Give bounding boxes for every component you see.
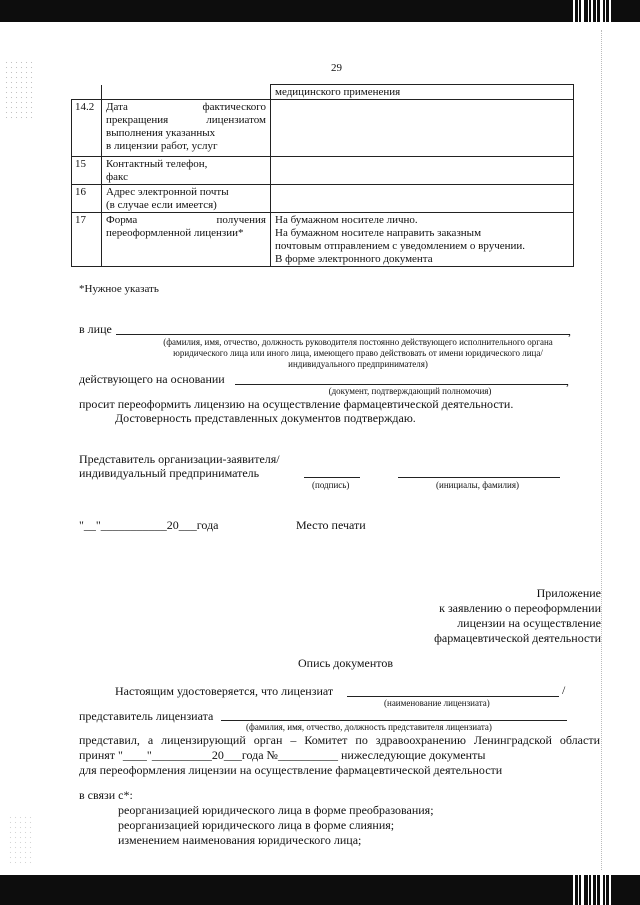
caption-line: (фамилия, имя, отчество, должность руководителя постоянно действующего исполнительного органа [163,337,553,347]
row-label-line: факс [106,171,128,183]
scan-top-bar [0,0,640,22]
signature-caption: (подпись) [312,480,350,490]
word: – [290,733,297,747]
note-footnote: *Нужное указать [79,283,159,295]
v-litse-line [116,334,570,335]
certify-text: Настоящим удостоверяется, что лицензиат [115,684,334,698]
request-text: просит переоформить лицензию на осуществление фармацевтической деятельности. [79,397,514,411]
v-svyazi: в связи с*: [79,788,133,802]
row-label-word: фактического [202,101,266,113]
row-label-line: выполнения указанных [106,127,216,139]
stamp-place: Место печати [296,518,366,532]
scan-noise [8,815,34,865]
row-label-line: переоформленной лицензии* [106,227,244,239]
osnovanie-label: действующего на основании [79,372,225,386]
list-item: реорганизацией юридического лица в форме слияния; [118,818,395,832]
date-line: "__"___________20___года [79,518,219,532]
row-label-word: лицензиатом [206,114,266,126]
presented-line2: принят "____"__________20___года №__________ нижеследующие документы [79,748,486,762]
row-label-word: получения [216,214,266,226]
form-table [71,84,574,267]
barcode-bottom [570,875,626,905]
word: области [559,733,600,747]
row-value [271,213,574,267]
presented-line3: для переоформления лицензии на осуществление фармацевтической деятельности [79,763,503,777]
appendix-line: фармацевтической деятельности [434,631,601,645]
table-cell-value: медицинского применения [271,85,574,100]
option-line: почтовым отправлением с уведомлением о вручении. [275,240,526,252]
name-caption: (инициалы, фамилия) [436,480,519,490]
appendix-line: к заявлению о переоформлении [439,601,601,615]
rep-licensee-caption: (фамилия, имя, отчество, должность представителя лицензиата) [246,722,492,732]
reasons-list [118,803,434,848]
scan-bottom-bar [0,875,640,905]
row-number: 17 [72,213,102,267]
row-label [102,100,271,157]
table-row [72,157,574,185]
table-row [72,85,574,100]
name-line [398,477,560,478]
option-line: На бумажном носителе лично. [275,214,418,226]
word: лицензирующий [161,733,246,747]
row-value [271,157,574,185]
signature-line [304,477,360,478]
comma: , [568,324,571,338]
word: Ленинградской [473,733,552,747]
appendix-line: лицензии на осуществление [457,616,601,630]
slash: / [562,683,566,697]
scan-edge [601,30,602,870]
word: Комитет [304,733,348,747]
list-item: реорганизацией юридического лица в форме преобразования; [118,803,434,817]
row-label-word: прекращения [106,114,169,126]
row-label-line: Адрес электронной почты [106,186,229,198]
row-number: 15 [72,157,102,185]
row-label-line: Контактный телефон, [106,158,208,170]
table-row [72,100,574,157]
appendix-heading [434,586,601,646]
caption-line: юридического лица или иного лица, имеющего право действовать от имени юридического лица/ [173,348,543,358]
barcode-top [570,0,626,22]
word: по [355,733,368,747]
row-label-line: в лицензии работ, услуг [106,140,218,152]
row-label [102,185,271,213]
confirm-text: Достоверность представленных документов подтверждаю. [115,411,416,425]
word: представил, [79,733,140,747]
row-number: 14.2 [72,100,102,157]
licensee-caption: (наименование лицензиата) [384,698,490,708]
row-label-line: (в случае если имеется) [106,199,217,211]
v-litse-label: в лице [79,322,112,336]
opis-title: Опись документов [298,656,394,670]
rep-licensee-label: представитель лицензиата [79,709,214,723]
word: а [147,733,154,747]
rep-licensee-line [221,720,567,721]
row-number: 16 [72,185,102,213]
word: орган [253,733,283,747]
representative-line2: индивидуальный предприниматель [79,466,260,480]
representative-line1: Представитель организации-заявителя/ [79,452,280,466]
option-line: На бумажном носителе направить заказным [275,227,482,239]
licensee-line [347,696,559,697]
row-value [271,185,574,213]
table-row [72,185,574,213]
list-item: изменением наименования юридического лица; [118,833,362,847]
osnovanie-line [235,384,568,385]
row-label [102,213,271,267]
row-label-word: Форма [106,214,138,226]
row-label-word: Дата [106,101,128,113]
appendix-line: Приложение [536,586,601,600]
word: здравоохранению [375,733,466,747]
v-litse-caption [128,337,588,370]
osnovanie-caption: (документ, подтверждающий полномочия) [328,386,492,396]
row-label [102,157,271,185]
comma: , [566,374,569,388]
caption-line: индивидуального предпринимателя) [288,359,428,369]
row-value [271,100,574,157]
presented-line1 [79,733,600,748]
scan-noise [4,60,34,120]
option-line: В форме электронного документа [275,253,433,265]
table-row [72,213,574,267]
page-number: 29 [331,62,342,74]
